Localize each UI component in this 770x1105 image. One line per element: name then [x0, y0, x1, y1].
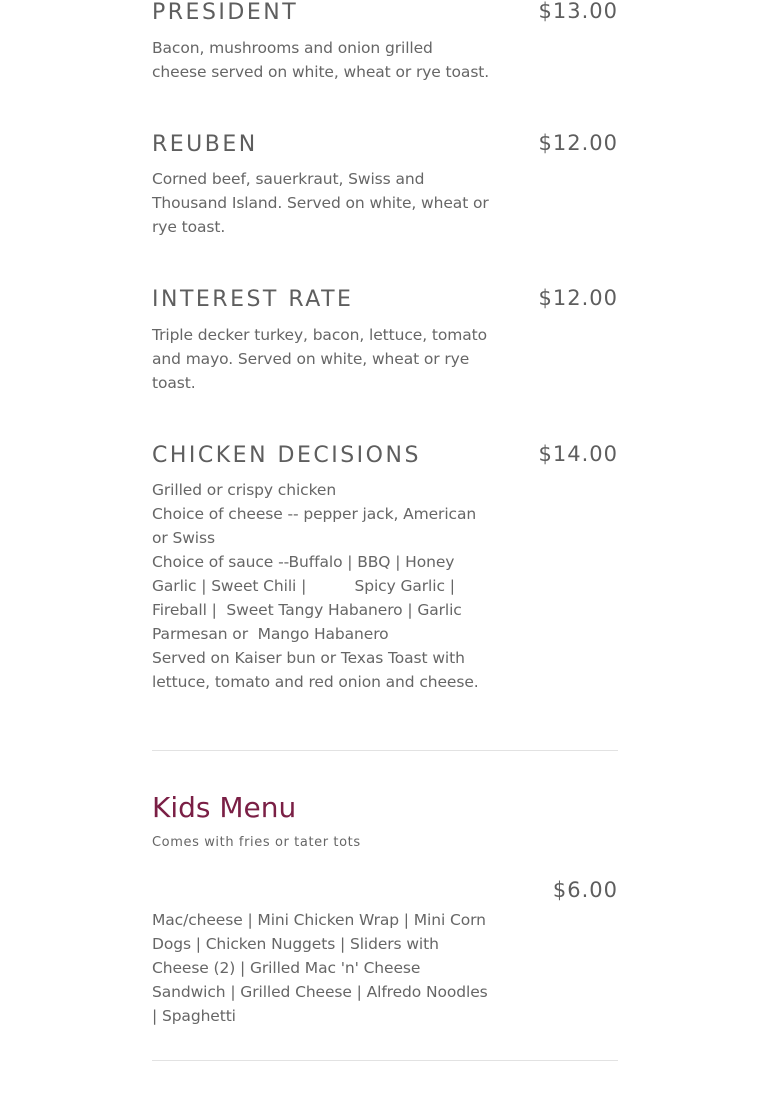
item-description — [152, 36, 492, 84]
description-line: Corned beef, sauerkraut, Swiss and Thousand Island. Served on white, wheat or rye toast. — [152, 170, 494, 236]
item-price: $13.00 — [538, 0, 618, 23]
item-name: INTEREST RATE — [152, 287, 354, 312]
next-section-heading-partial — [152, 1096, 166, 1105]
item-name: CHICKEN DECISIONS — [152, 443, 421, 468]
description-line: Served on Kaiser bun or Texas Toast with lettuce, tomato and red onion and cheese. — [152, 649, 479, 691]
section-title: Kids Menu — [152, 791, 297, 824]
item-name: PRESIDENT — [152, 0, 299, 25]
item-price: $14.00 — [538, 442, 618, 466]
section-subtitle: Comes with fries or tater tots — [152, 835, 361, 850]
item-price: $12.00 — [538, 131, 618, 155]
description-line: Choice of cheese -- pepper jack, American or Swiss — [152, 505, 481, 547]
section-divider — [152, 750, 618, 751]
section-divider — [152, 1060, 618, 1061]
item-price: $12.00 — [538, 286, 618, 310]
item-description: Mac/cheese | Mini Chicken Wrap | Mini Corn Dogs | Chicken Nuggets | Sliders with Cheese (2) | Grilled Mac 'n' Cheese Sandwich | Grilled Cheese | Alfredo Noodles | Spaghetti — [152, 911, 488, 1025]
item-price: $6.00 — [552, 878, 618, 902]
description-line: Bacon, mushrooms and onion grilled cheese served on white, wheat or rye toast. — [152, 39, 490, 81]
description-line: Grilled or crispy chicken — [152, 481, 337, 499]
item-name: REUBEN — [152, 132, 258, 157]
description-line: Triple decker turkey, bacon, lettuce, tomato and mayo. Served on white, wheat or rye toast. — [152, 326, 492, 392]
item-description — [152, 167, 492, 239]
item-description — [152, 478, 494, 694]
item-description — [152, 323, 492, 395]
description-line: Choice of sauce --Buffalo | BBQ | Honey Garlic | Sweet Chili | Spicy Garlic | Fireball | Sweet Tangy Habanero | Garlic Parmesan or Mango Habanero — [152, 553, 467, 643]
